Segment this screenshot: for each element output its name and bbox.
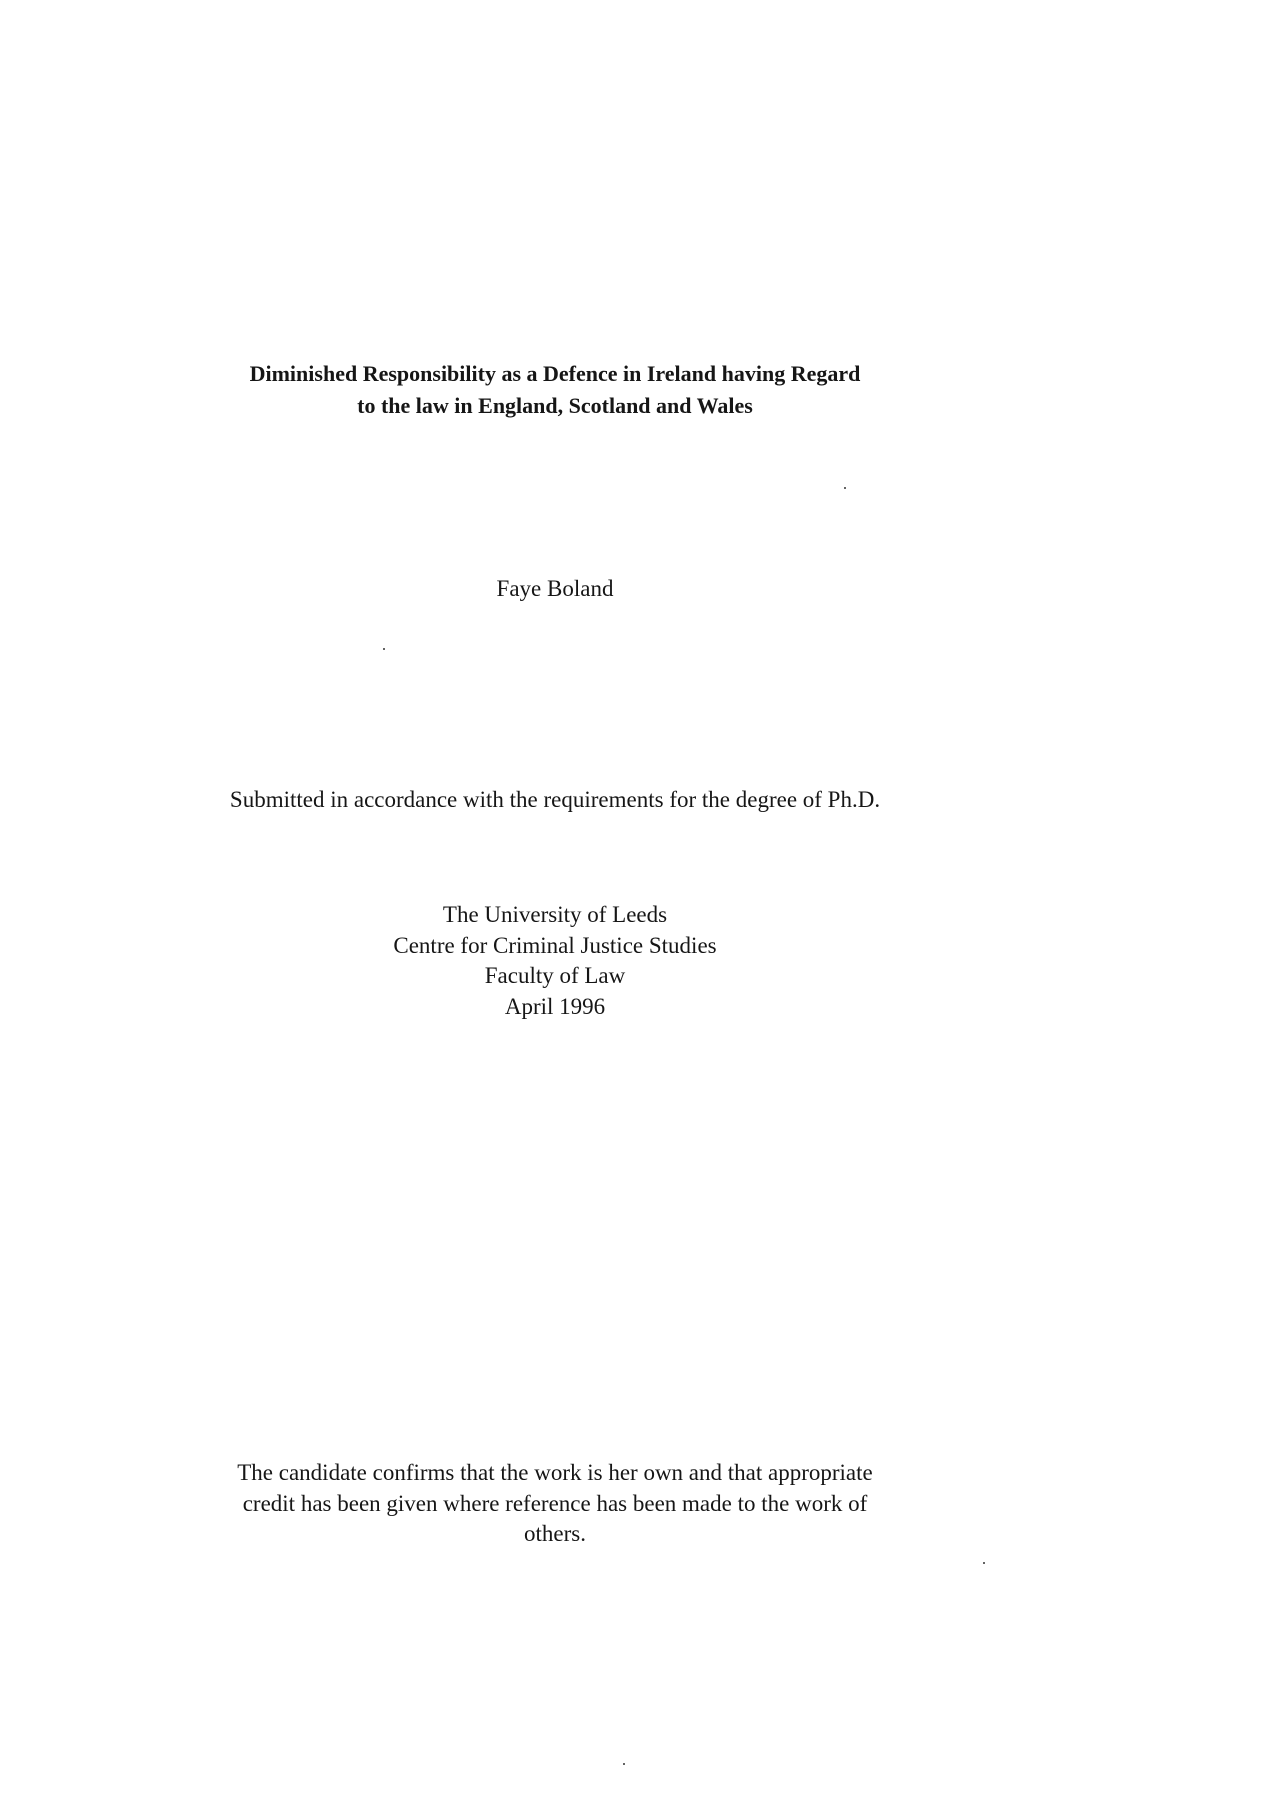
thesis-title	[0, 358, 1110, 422]
institution-block	[0, 900, 1110, 1022]
university-name: The University of Leeds	[442, 902, 668, 927]
thesis-title-line-2: to the law in England, Scotland and Wales	[357, 393, 753, 418]
centre-name: Centre for Criminal Justice Studies	[393, 932, 717, 958]
author-name: Faye Boland	[496, 576, 614, 601]
thesis-title-line-1: Diminished Responsibility as a Defence in Ireland having Regard	[249, 361, 861, 386]
declaration-line-1: The candidate confirms that the work is her own and that appropriate	[237, 1460, 873, 1485]
candidate-declaration	[0, 1458, 1110, 1550]
scan-speck	[623, 1763, 625, 1765]
scan-speck	[383, 648, 385, 650]
scan-speck	[844, 487, 846, 489]
declaration-line-3: others.	[524, 1521, 586, 1546]
faculty-name: Faculty of Law	[484, 963, 626, 988]
degree-statement: Submitted in accordance with the requirements for the degree of Ph.D.	[229, 787, 881, 812]
scan-speck	[983, 1562, 985, 1564]
submission-date: April 1996	[504, 993, 606, 1019]
declaration-line-2: credit has been given where reference has been made to the work of	[242, 1490, 868, 1516]
